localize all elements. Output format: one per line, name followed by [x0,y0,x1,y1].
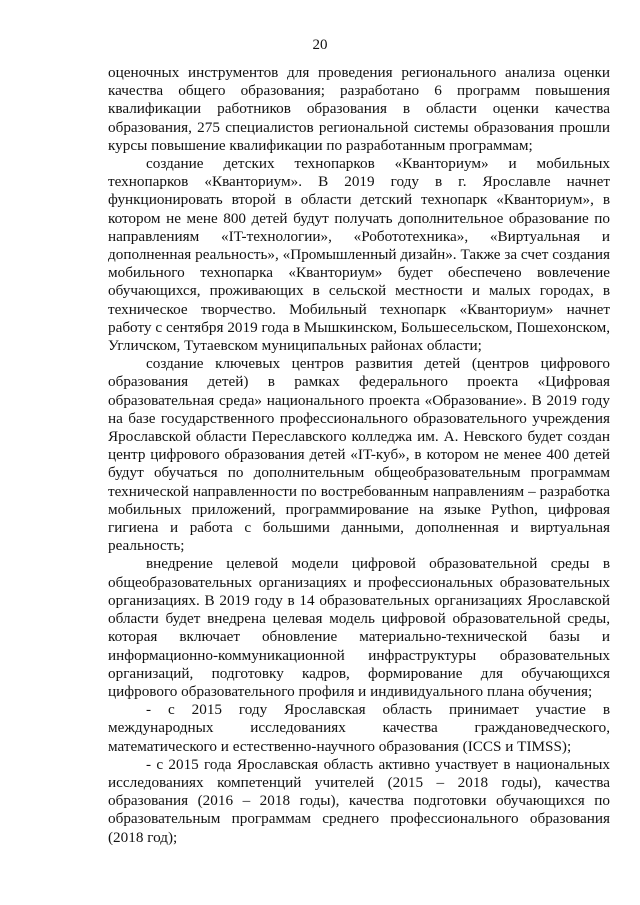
paragraph-continuation: оценочных инструментов для проведения регионального анализа оценки качества общего образования; разработано 6 программ повышения квалификации работников образования в области оценки качества образования, 275 специалистов региональной системы образования прошли курсы повышение квалификации по разработанным программам; [108,64,610,154]
paragraph-international-studies: - с 2015 году Ярославская область принимает участие в международных исследованиях качества граждановедческого, математического и естественно-научного образования (ICCS и TIMSS); [108,701,610,755]
page-number: 20 [312,37,328,53]
paragraph-kvantorium: создание детских технопарков «Кванториум» и мобильных технопарков «Кванториум». В 2019 году в г. Ярославле начнет функционировать второй в области детский технопарк «Кванториум», в котором не мене 800 детей будут получать дополнительное образование по направлениям «IT-технологии», «Робототехника», «Виртуальная и дополненная реальность», «Промышленный дизайн». Также за счет создания мобильного технопарка «Кванториум» будет обеспечено вовлечение обучающихся, проживающих в сельской местности и малых городах, в техническое творчество. Мобильный технопарк «Кванториум» начнет работу с сентября 2019 года в Мышкинском, Большесельском, Пошехонском, Угличском, Тутаевском муниципальных районах области; [108,155,610,355]
paragraph-it-cube: создание ключевых центров развития детей (центров цифрового образования детей) в рамках федерального проекта «Цифровая образовательная среда» национального проекта «Образование». В 2019 году на базе государственного профессионального образовательного учреждения Ярославской области Переславского колледжа им. А. Невского будет создан центр цифрового образования детей «IT-куб», в котором не менее 400 детей будут обучаться по дополнительным общеобразовательным программам технической направленности по востребованным направлениям – разработка мобильных приложений, программирование на языке Python, цифровая гигиена и работа с большими данными, дополненная и виртуальная реальность; [108,355,610,555]
paragraph-national-studies: - с 2015 года Ярославская область активно участвует в национальных исследованиях компетенций учителей (2015 – 2018 годы), качества образования (2016 – 2018 годы), качества подготовки обучающихся по образовательным программам среднего профессионального образования (2018 год); [108,755,610,846]
page-body [108,64,610,847]
paragraph-digital-environment: внедрение целевой модели цифровой образовательной среды в общеобразовательных организациях и профессиональных образовательных организациях. В 2019 году в 14 образовательных организациях Ярославской области будет внедрена целевая модель цифровой образовательной среды, которая включает обновление материально-технической базы и информационно-коммуникационной инфраструктуры образовательных организаций, подготовку кадров, формирование для обучающихся цифрового образовательного профиля и индивидуального плана обучения; [108,555,610,700]
